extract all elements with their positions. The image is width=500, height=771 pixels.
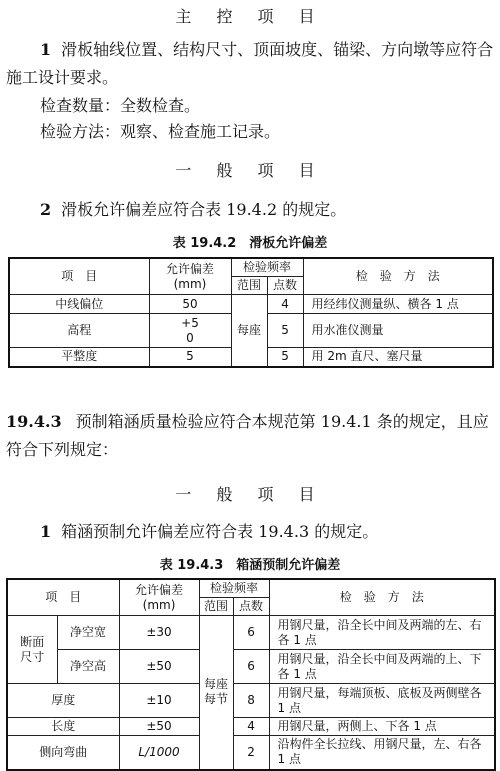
cell-tolerance: +5 0 — [149, 314, 231, 348]
header-frequency: 检验频率 — [231, 258, 303, 277]
cell-range: 每座 — [231, 295, 267, 367]
header-method: 检 验 方 法 — [269, 579, 495, 616]
header-range: 范围 — [199, 598, 233, 616]
cell-method: 沿构件全长拉线、用钢尺量，左、右各 1 点 — [269, 736, 495, 770]
item-text: 箱涵预制允许偏差应符合表 19.4.3 的规定。 — [61, 522, 379, 541]
table-1943-caption: 表 19.4.3 箱涵预制允许偏差 — [159, 558, 341, 573]
cell-method: 用钢尺量，沿全长中间及两端的上、下各 1 点 — [269, 650, 495, 684]
general-heading-2: 一 般 项 目 — [175, 485, 325, 504]
cell-points: 6 — [233, 650, 269, 684]
cell-method: 用钢尺量，沿全长中间及两端的左、右各 1 点 — [269, 616, 495, 650]
table-1942-caption: 表 19.4.2 滑板允许偏差 — [172, 236, 328, 251]
cell-points: 5 — [267, 314, 303, 348]
main-item-1 — [6, 36, 496, 92]
cell-group: 断面 尺寸 — [7, 616, 57, 684]
cell-range: 每座 每节 — [199, 616, 233, 770]
general-heading: 一 般 项 目 — [175, 161, 325, 180]
cell-item: 高程 — [9, 314, 149, 348]
main-control-heading: 主 控 项 目 — [175, 7, 325, 26]
item-number: 2 — [40, 200, 52, 219]
item-text: 滑板轴线位置、结构尺寸、顶面坡度、锚梁、方向墩等应符合施工设计要求。 — [6, 40, 494, 87]
header-tolerance: 允许偏差 (mm) — [149, 258, 231, 295]
cell-item: 净空高 — [57, 650, 119, 684]
item-number: 1 — [40, 40, 52, 59]
cell-points: 4 — [233, 718, 269, 736]
clause-text: 预制箱涵质量检验应符合本规范第 19.4.1 条的规定，且应符合下列规定： — [6, 412, 489, 459]
cell-points: 2 — [233, 736, 269, 770]
cell-method: 用钢尺量，两侧上、下各 1 点 — [269, 718, 495, 736]
table-row — [9, 295, 493, 314]
cell-item: 中线偏位 — [9, 295, 149, 314]
cell-points: 6 — [233, 616, 269, 650]
inspection-method: 检验方法：观察、检查施工记录。 — [40, 122, 281, 141]
cell-method: 用 2m 直尺、塞尺量 — [303, 348, 493, 367]
cell-tolerance: ±50 — [119, 650, 199, 684]
clause-19-4-3 — [6, 408, 496, 464]
cell-method: 用水准仪测量 — [303, 314, 493, 348]
general-item-2 — [6, 196, 496, 224]
table-row — [7, 650, 495, 684]
table-1943 — [6, 578, 496, 771]
cell-item: 净空宽 — [57, 616, 119, 650]
cell-method: 用钢尺量，每端顶板、底板及两侧壁各 1 点 — [269, 684, 495, 718]
header-method: 检 验 方 法 — [303, 258, 493, 295]
header-points: 点数 — [267, 277, 303, 295]
inspection-quantity: 检查数量：全数检查。 — [40, 96, 201, 115]
table-row — [7, 684, 495, 718]
clause-number: 19.4.3 — [6, 412, 62, 431]
header-frequency: 检验频率 — [199, 579, 269, 598]
header-item: 项 目 — [9, 258, 149, 295]
cell-points: 8 — [233, 684, 269, 718]
header-range: 范围 — [231, 277, 267, 295]
table-row — [7, 736, 495, 770]
item-text: 滑板允许偏差应符合表 19.4.2 的规定。 — [61, 200, 347, 219]
cell-item: 侧向弯曲 — [7, 736, 119, 770]
cell-tolerance: ±50 — [119, 718, 199, 736]
cell-points: 4 — [267, 295, 303, 314]
cell-tolerance: ±30 — [119, 616, 199, 650]
cell-item: 长度 — [7, 718, 119, 736]
table-row — [7, 616, 495, 650]
table-row — [7, 718, 495, 736]
general2-item-1 — [6, 518, 496, 546]
cell-item: 厚度 — [7, 684, 119, 718]
header-item: 项 目 — [7, 579, 119, 616]
cell-tolerance: ±10 — [119, 684, 199, 718]
table-1942 — [8, 257, 494, 368]
cell-points: 5 — [267, 348, 303, 367]
header-tolerance: 允许偏差 (mm) — [119, 579, 199, 616]
cell-tolerance: L/1000 — [119, 736, 199, 770]
cell-tolerance: 50 — [149, 295, 231, 314]
cell-tolerance: 5 — [149, 348, 231, 367]
cell-item: 平整度 — [9, 348, 149, 367]
item-number: 1 — [40, 522, 52, 541]
header-points: 点数 — [233, 598, 269, 616]
cell-method: 用经纬仪测量纵、横各 1 点 — [303, 295, 493, 314]
